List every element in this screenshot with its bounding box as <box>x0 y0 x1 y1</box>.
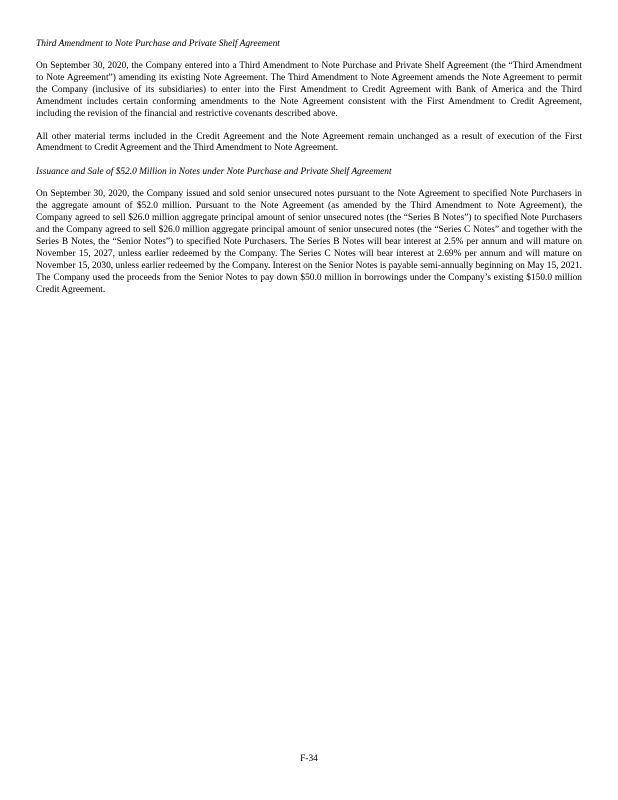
paragraph-other-terms: All other material terms included in the Credit Agreement and the Note Agreement remain unchanged as a result of execution of the First Amendment to Credit Agreement and the Third Amendment to Note Agreement. <box>36 131 582 154</box>
document-page <box>36 38 582 308</box>
paragraph-third-amendment: On September 30, 2020, the Company entered into a Third Amendment to Note Purchase and Private Shelf Agreement (the “Third Amendment to Note Agreement”) amending its existing Note Agreement. The Third Amendment to Note Agreement amends the Note Agreement to permit the Company (inclusive of its subsidiaries) to enter into the First Amendment to Credit Agreement with Bank of America and the Third Amendment includes certain conforming amendments to the Note Agreement consistent with the First Amendment to Credit Agreement, including the revision of the financial and restrictive covenants described above. <box>36 61 582 119</box>
paragraph-issuance: On September 30, 2020, the Company issued and sold senior unsecured notes pursuant to the Note Agreement to specified Note Purchasers in the aggregate amount of $52.0 million. Pursuant to the Note Agreement (as amended by the Third Amendment to Note Agreement), the Company agreed to sell $26.0 million aggregate principal amount of senior unsecured notes (the “Series B Notes”) to specified Note Purchasers and the Company agreed to sell $26.0 million aggregate principal amount of senior unsecured notes (the “Series C Notes” and together with the Series B Notes, the “Senior Notes”) to specified Note Purchasers. The Series B Notes will bear interest at 2.5% per annum and will mature on November 15, 2027, unless earlier redeemed by the Company. The Series C Notes will bear interest at 2.69% per annum and will mature on November 15, 2030, unless earlier redeemed by the Company. Interest on the Senior Notes is payable semi-annually beginning on May 15, 2021. The Company used the proceeds from the Senior Notes to pay down $50.0 million in borrowings under the Company’s existing $150.0 million Credit Agreement. <box>36 189 582 295</box>
page-number: F-34 <box>300 754 318 764</box>
section-heading-third-amendment: Third Amendment to Note Purchase and Private Shelf Agreement <box>36 39 280 49</box>
section-heading-issuance: Issuance and Sale of $52.0 Million in Notes under Note Purchase and Private Shelf Agreement <box>36 167 392 178</box>
